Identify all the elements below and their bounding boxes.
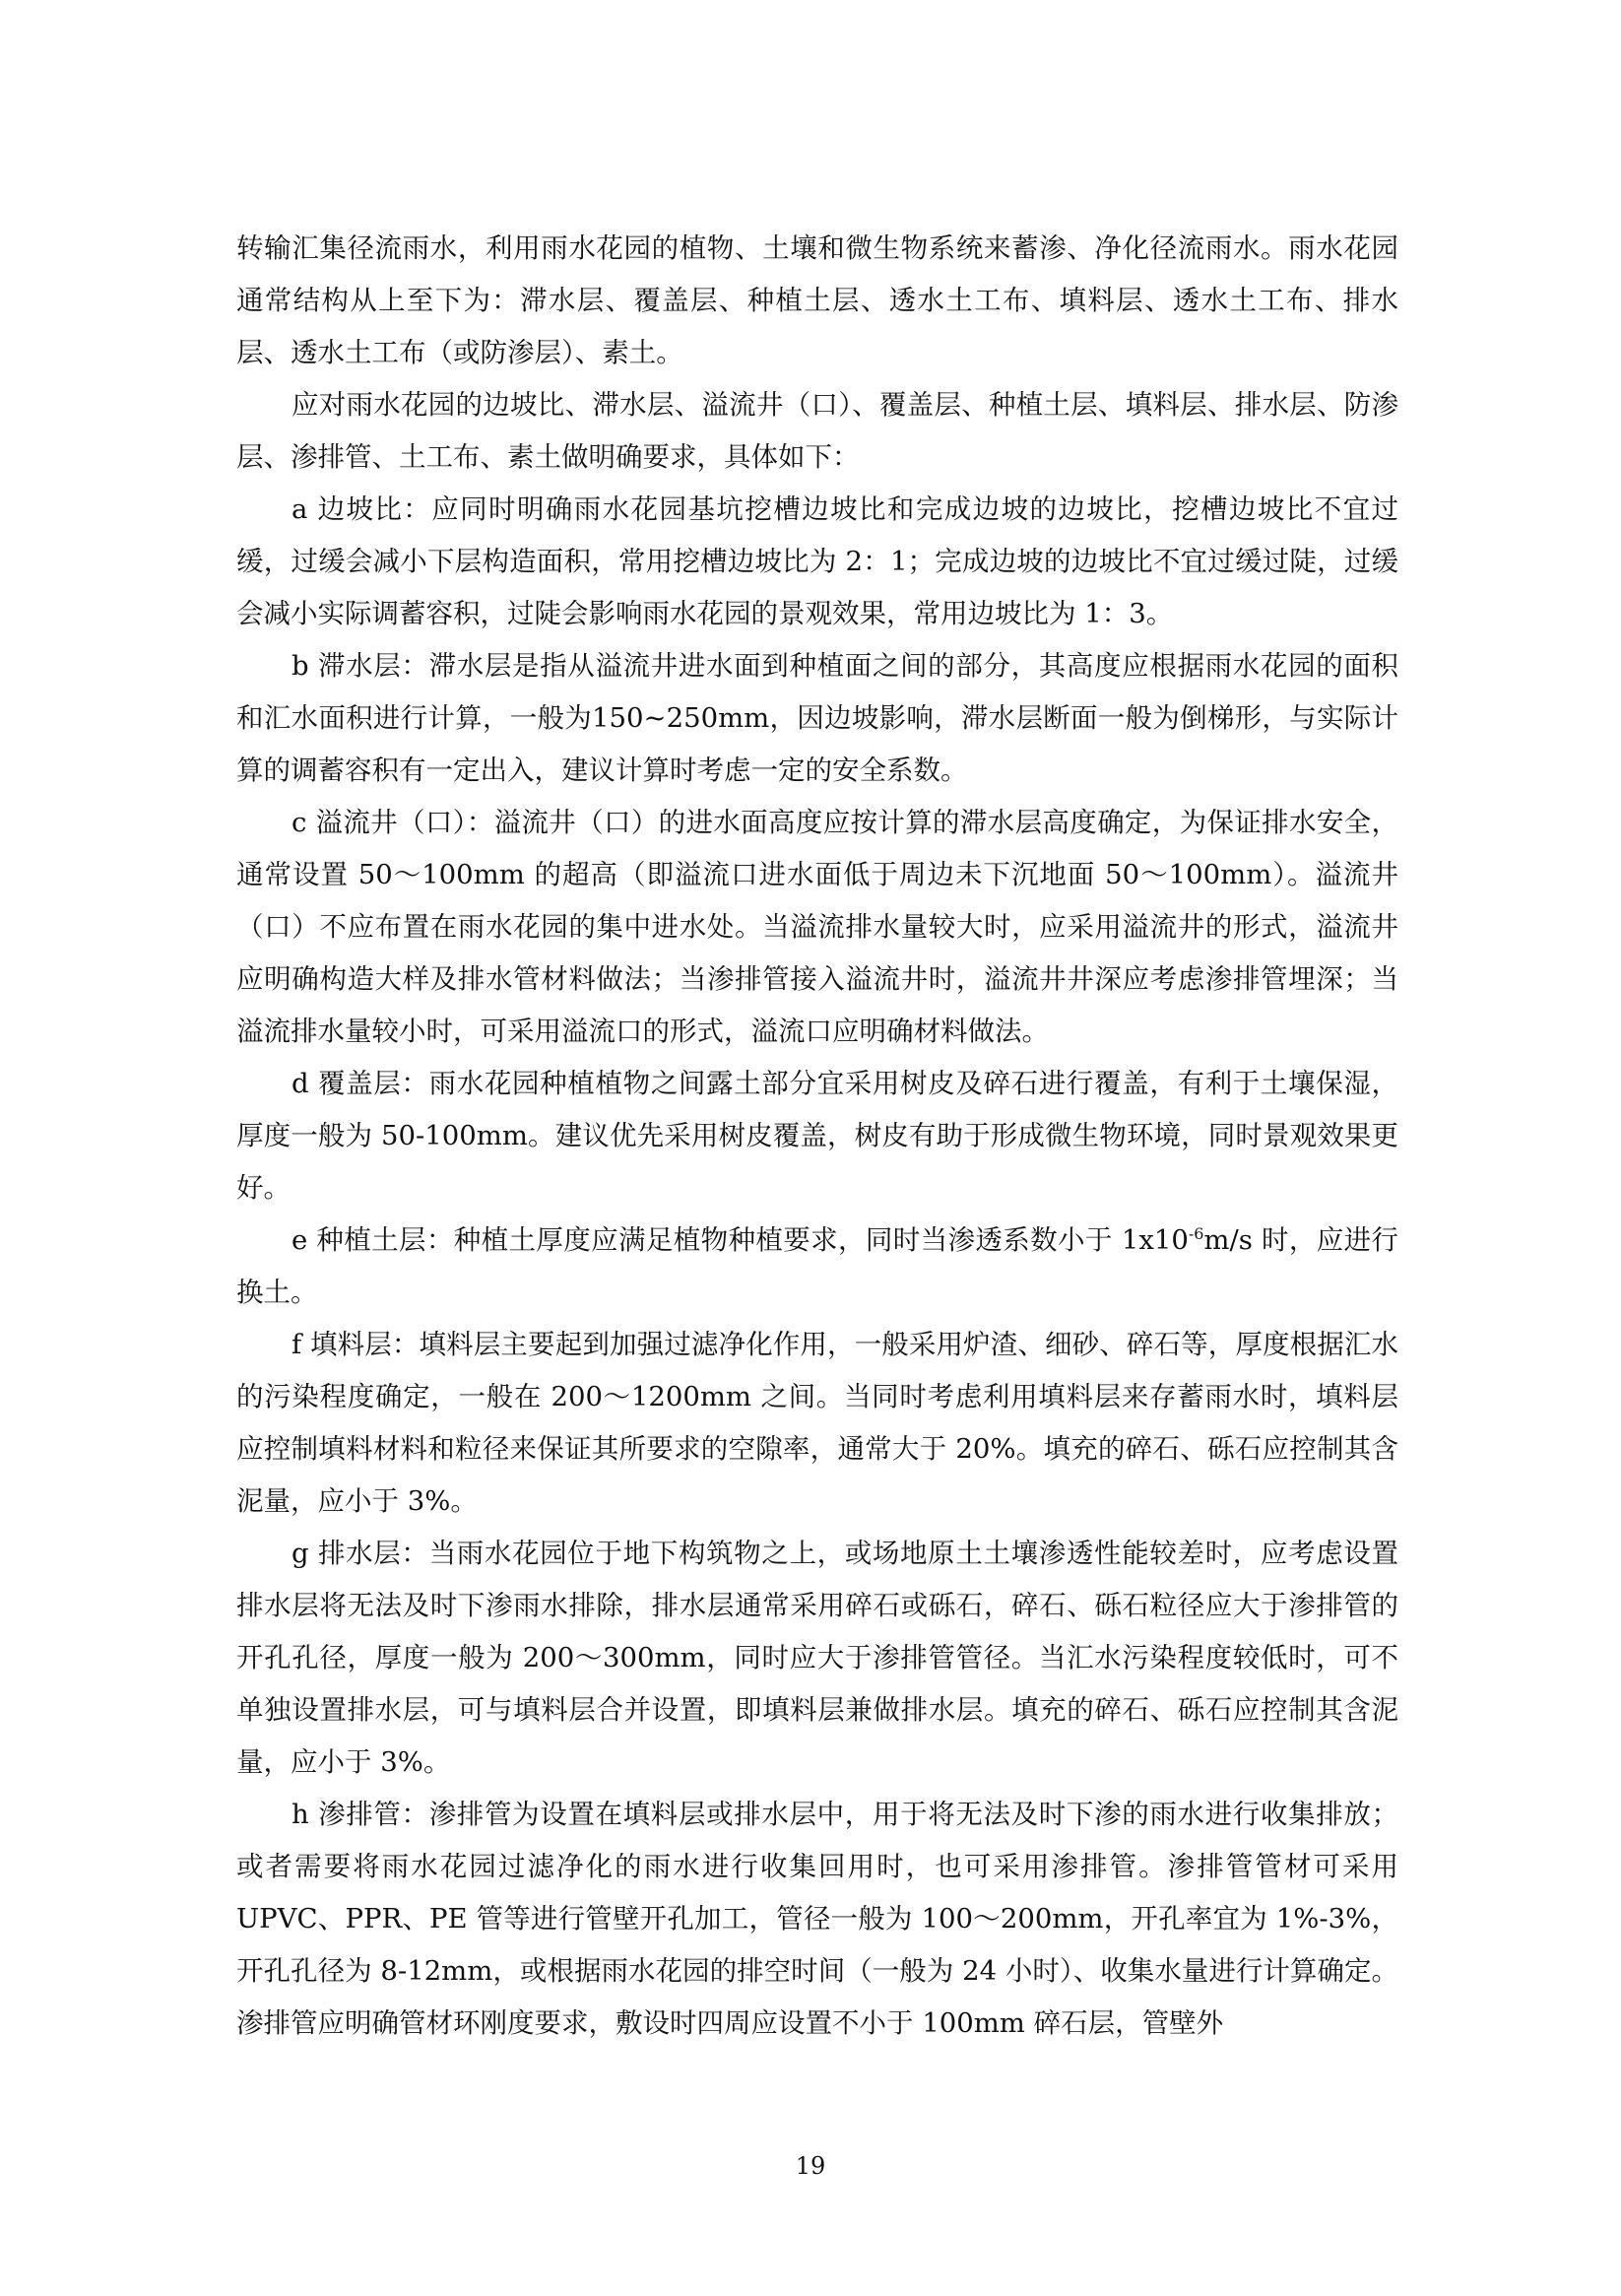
paragraph-b-ponding-layer: b 滞水层：滞水层是指从溢流井进水面到种植面之间的部分，其高度应根据雨水花园的面积和汇水面积进行计算，一般为150~250mm，因边坡影响，滞水层断面一般为倒梯形，与实际计算的调蓄容积有一定出入，建议计算时考虑一定的安全系数。: [236, 650, 1398, 786]
paragraph-e-planting-soil: [236, 1214, 1398, 1319]
paragraph-d-cover-layer: d 覆盖层：雨水花园种植植物之间露土部分宜采用树皮及碎石进行覆盖，有利于土壤保湿，厚度一般为 50-100mm。建议优先采用树皮覆盖，树皮有助于形成微生物环境，同时景观效果更好。: [236, 1068, 1398, 1204]
paragraph-a-slope-ratio: a 边坡比：应同时明确雨水花园基坑挖槽边坡比和完成边坡的边坡比，挖槽边坡比不宜过缓，过缓会减小下层构造面积，常用挖槽边坡比为 2：1；完成边坡的边坡比不宜过缓过陡，过缓会减小实际调蓄容积，过陡会影响雨水花园的景观效果，常用边坡比为 1：3。: [236, 493, 1398, 629]
paragraph-intro-continued: 转输汇集径流雨水，利用雨水花园的植物、土壤和微生物系统来蓄渗、净化径流雨水。雨水花园通常结构从上至下为：滞水层、覆盖层、种植土层、透水土工布、填料层、透水土工布、排水层、透水土工布（或防渗层）、素土。: [236, 232, 1398, 368]
page-number: 19: [795, 2152, 826, 2180]
paragraph-e-text-end: m/s 时，应进行换土。: [236, 1224, 1398, 1308]
paragraph-g-drainage-layer: g 排水层：当雨水花园位于地下构筑物之上，或场地原土土壤渗透性能较差时，应考虑设置排水层将无法及时下渗雨水排除，排水层通常采用碎石或砾石，碎石、砾石粒径应大于渗排管的开孔孔径，厚度一般为 200～300mm，同时应大于渗排管管径。当汇水污染程度较低时，可不单独设置排水层，可与填料层合并设置，即填料层兼做排水层。填充的碎石、砾石应控制其含泥量，应小于 3%。: [236, 1538, 1398, 1778]
paragraph-c-overflow-well: c 溢流井（口）：溢流井（口）的进水面高度应按计算的滞水层高度确定，为保证排水安全，通常设置 50～100mm 的超高（即溢流口进水面低于周边未下沉地面 50～100mm）。溢流井（口）不应布置在雨水花园的集中进水处。当溢流排水量较大时，应采用溢流井的形式，溢流井应明确构造大样及排水管材料做法；当渗排管接入溢流井时，溢流井井深应考虑渗排管埋深；当溢流排水量较小时，可采用溢流口的形式，溢流口应明确材料做法。: [236, 807, 1398, 1047]
paragraph-h-seepage-pipe: h 渗排管：渗排管为设置在填料层或排水层中，用于将无法及时下渗的雨水进行收集排放；或者需要将雨水花园过滤净化的雨水进行收集回用时，也可采用渗排管。渗排管管材可采用 UPVC、PPR、PE 管等进行管壁开孔加工，管径一般为 100～200mm，开孔率宜为 1%-3%，开孔孔径为 8-12mm，或根据雨水花园的排空时间（一般为 24 小时）、收集水量进行计算确定。渗排管应明确管材环刚度要求，敷设时四周应设置不小于 100mm 碎石层，管壁外: [236, 1799, 1398, 2039]
paragraph-f-filler-layer: f 填料层：填料层主要起到加强过滤净化作用，一般采用炉渣、细砂、碎石等，厚度根据汇水的污染程度确定，一般在 200～1200mm 之间。当同时考虑利用填料层来存蓄雨水时，填料层应控制填料材料和粒径来保证其所要求的空隙率，通常大于 20%。填充的碎石、砾石应控制其含泥量，应小于 3%。: [236, 1329, 1398, 1517]
paragraph-e-text-start: e 种植土层：种植土厚度应满足植物种植要求，同时当渗透系数小于 1x10: [292, 1224, 1189, 1256]
body-text: [236, 223, 1398, 2050]
exponent-superscript: -6: [1188, 1223, 1204, 1243]
paragraph-requirements: 应对雨水花园的边坡比、滞水层、溢流井（口）、覆盖层、种植土层、填料层、排水层、防渗层、渗排管、土工布、素土做明确要求，具体如下：: [236, 389, 1398, 473]
